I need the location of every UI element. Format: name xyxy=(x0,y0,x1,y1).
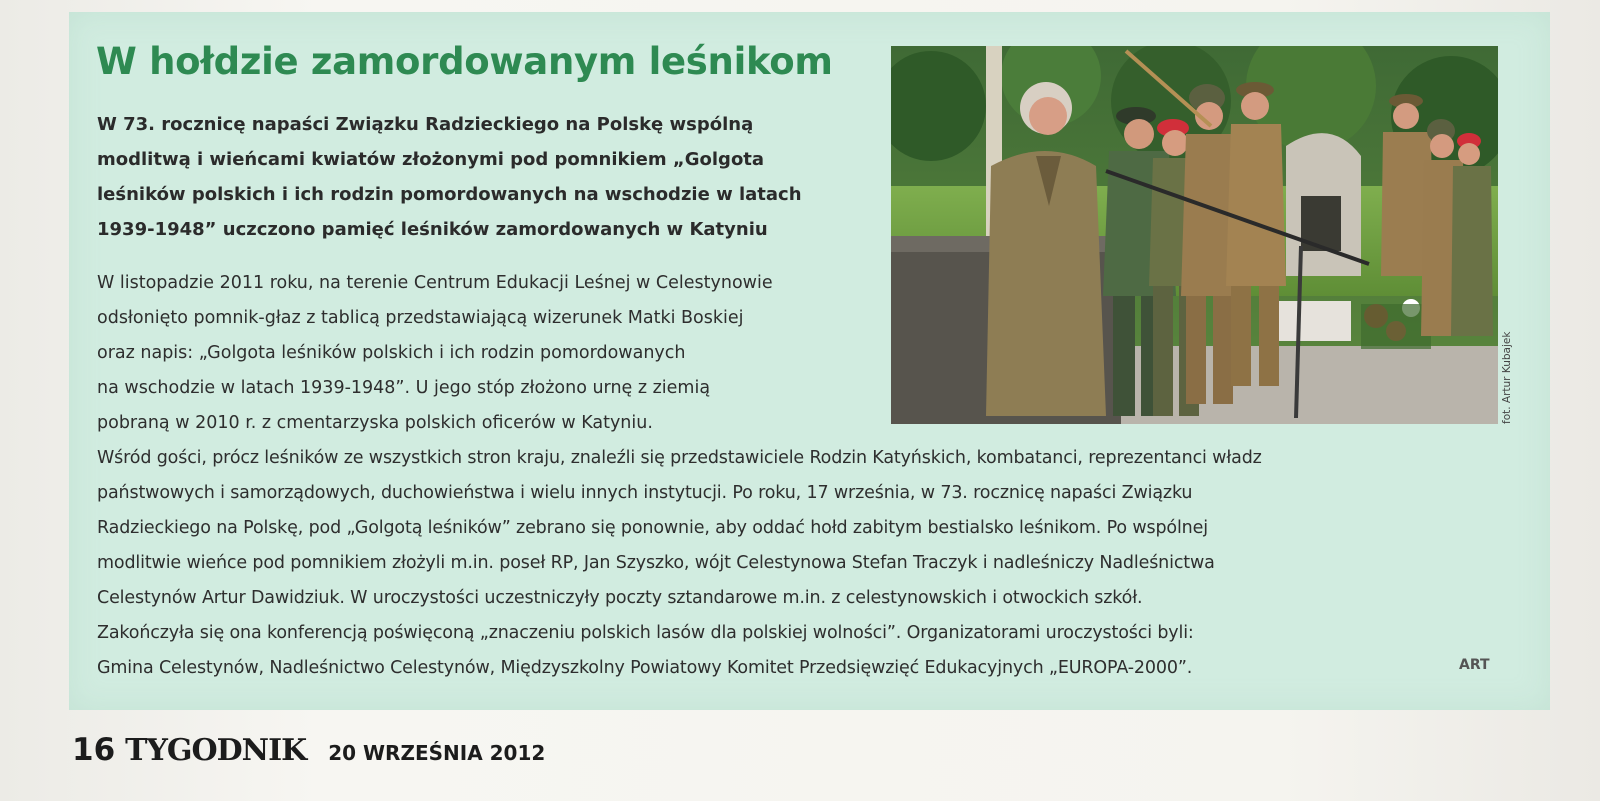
body-line: Celestynów Artur Dawidziuk. W uroczystości uczestniczyły poczty sztandarowe m.in. z celestynowskich i otwockich szkół. xyxy=(97,588,1143,608)
body-line: modlitwie wieńce pod pomnikiem złożyli m.in. poseł RP, Jan Szyszko, wójt Celestynowa Stefan Traczyk i nadleśniczy Nadleśnictwa xyxy=(97,553,1215,573)
body-line: Wśród gości, prócz leśników ze wszystkich stron kraju, znaleźli się przedstawiciele Rodzin Katyńskich, kombatanci, reprezentanci władz xyxy=(97,448,1262,468)
article-panel xyxy=(69,12,1550,710)
lead-line: W 73. rocznicę napaści Związku Radzieckiego na Polskę wspólną xyxy=(97,114,754,135)
photo-credit: fot. Artur Kubajek xyxy=(1501,331,1513,424)
body-line: Radzieckiego na Polskę, pod „Golgotą leśników” zebrano się ponownie, aby oddać hołd zabitym bestialsko leśnikom. Po wspólnej xyxy=(97,518,1208,538)
page-footer xyxy=(72,732,545,776)
body-line: oraz napis: „Golgota leśników polskich i ich rodzin pomordowanych xyxy=(97,343,686,363)
body-line: na wschodzie w latach 1939-1948”. U jego stóp złożono urnę z ziemią xyxy=(97,378,711,398)
article-headline: W hołdzie zamordowanym leśnikom xyxy=(96,40,833,83)
issue-date: 20 WRZEŚNIA 2012 xyxy=(328,741,546,765)
body-line: państwowych i samorządowych, duchowieństwa i wielu innych instytucji. Po roku, 17 września, w 73. rocznicę napaści Związku xyxy=(97,483,1193,503)
body-line: odsłonięto pomnik-głaz z tablicą przedstawiającą wizerunek Matki Boskiej xyxy=(97,308,744,328)
body-line: Zakończyła się ona konferencją poświęconą „znaczeniu polskich lasów dla polskiej wolności”. Organizatorami uroczystości byli: xyxy=(97,623,1194,643)
body-line: Gmina Celestynów, Nadleśnictwo Celestynów, Międzyszkolny Powiatowy Komitet Przedsięwzięć Edukacyjnych „EUROPA-2000”. xyxy=(97,658,1193,678)
page-number: 16 xyxy=(72,732,116,768)
article-lead xyxy=(97,107,897,247)
body-line: pobraną w 2010 r. z cmentarzyska polskich oficerów w Katyniu. xyxy=(97,413,653,433)
lead-line: 1939-1948” uczczono pamięć leśników zamordowanych w Katyniu xyxy=(97,219,768,240)
lead-line: leśników polskich i ich rodzin pomordowanych na wschodzie w latach xyxy=(97,184,802,205)
author-signature: ART xyxy=(1459,657,1490,673)
lead-line: modlitwą i wieńcami kwiatów złożonymi pod pomnikiem „Golgota xyxy=(97,149,765,170)
article-body xyxy=(97,266,1262,686)
body-line: W listopadzie 2011 roku, na terenie Centrum Edukacji Leśnej w Celestynowie xyxy=(97,273,773,293)
magazine-masthead: TYGODNIK xyxy=(125,733,307,768)
